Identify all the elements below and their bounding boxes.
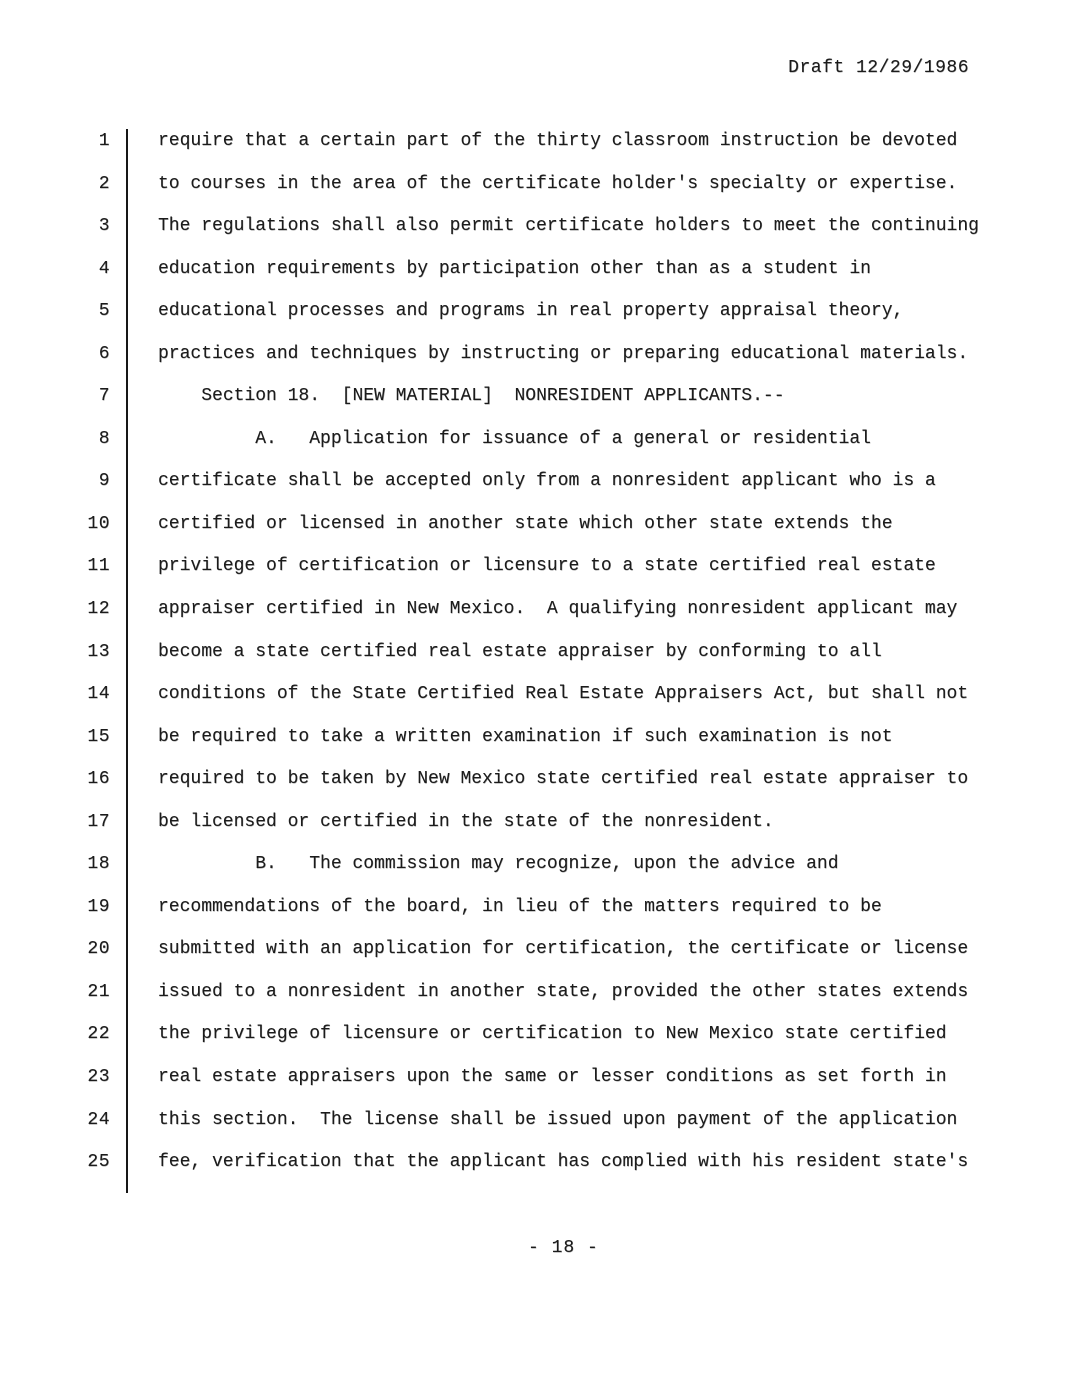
line-text: appraiser certified in New Mexico. A qualifying nonresident applicant may	[126, 597, 1075, 640]
document-line	[0, 384, 1075, 427]
line-text: practices and techniques by instructing or preparing educational materials.	[126, 342, 1075, 385]
line-number: 21	[87, 981, 110, 1002]
document-lines	[0, 129, 1075, 1193]
line-number: 6	[98, 343, 110, 364]
line-text: A. Application for issuance of a general or residential	[126, 427, 1075, 470]
document-line	[0, 554, 1075, 597]
document-line	[0, 214, 1075, 257]
line-number: 23	[87, 1067, 110, 1088]
page-number: - 18 -	[528, 1238, 599, 1258]
draft-date-label: Draft 12/29/1986	[788, 58, 969, 78]
line-text: certified or licensed in another state which other state extends the	[126, 512, 1075, 555]
document-line	[0, 682, 1075, 725]
line-number: 8	[98, 428, 110, 449]
document-line	[0, 1065, 1075, 1108]
line-text: conditions of the State Certified Real Estate Appraisers Act, but shall not	[126, 682, 1075, 725]
document-line	[0, 512, 1075, 555]
document-line	[0, 852, 1075, 895]
line-text: certificate shall be accepted only from a nonresident applicant who is a	[126, 469, 1075, 512]
line-number: 25	[87, 1152, 110, 1173]
document-line	[0, 1150, 1075, 1193]
document-line	[0, 725, 1075, 768]
line-number: 15	[87, 726, 110, 747]
line-text: education requirements by participation other than as a student in	[126, 257, 1075, 300]
document-line	[0, 342, 1075, 385]
line-text: the privilege of licensure or certification to New Mexico state certified	[126, 1022, 1075, 1065]
document-line	[0, 767, 1075, 810]
line-text: Section 18. [NEW MATERIAL] NONRESIDENT APPLICANTS.--	[126, 384, 1075, 427]
line-number: 13	[87, 641, 110, 662]
line-number: 2	[98, 173, 110, 194]
line-number: 20	[87, 939, 110, 960]
line-number: 14	[87, 684, 110, 705]
line-number: 9	[98, 471, 110, 492]
line-text: The regulations shall also permit certificate holders to meet the continuing	[126, 214, 1075, 257]
line-number: 5	[98, 301, 110, 322]
line-text: to courses in the area of the certificate holder's specialty or expertise.	[126, 172, 1075, 215]
line-number: 18	[87, 854, 110, 875]
line-text: real estate appraisers upon the same or lesser conditions as set forth in	[126, 1065, 1075, 1108]
line-text: fee, verification that the applicant has complied with his resident state's	[126, 1150, 1075, 1193]
line-text: issued to a nonresident in another state, provided the other states extends	[126, 980, 1075, 1023]
line-text: this section. The license shall be issued upon payment of the application	[126, 1108, 1075, 1151]
line-number: 24	[87, 1109, 110, 1130]
line-number: 4	[98, 258, 110, 279]
document-line	[0, 1108, 1075, 1151]
line-number: 11	[87, 556, 110, 577]
line-text: educational processes and programs in real property appraisal theory,	[126, 299, 1075, 342]
line-text: submitted with an application for certification, the certificate or license	[126, 937, 1075, 980]
document-line	[0, 895, 1075, 938]
line-number: 16	[87, 769, 110, 790]
document-line	[0, 299, 1075, 342]
line-text: require that a certain part of the thirty classroom instruction be devoted	[126, 129, 1075, 172]
document-line	[0, 810, 1075, 853]
document-line	[0, 1022, 1075, 1065]
line-text: privilege of certification or licensure to a state certified real estate	[126, 554, 1075, 597]
line-text: recommendations of the board, in lieu of the matters required to be	[126, 895, 1075, 938]
document-line	[0, 257, 1075, 300]
line-text: B. The commission may recognize, upon the advice and	[126, 852, 1075, 895]
document-line	[0, 597, 1075, 640]
line-number: 3	[98, 216, 110, 237]
document-line	[0, 640, 1075, 683]
document-line	[0, 469, 1075, 512]
line-number: 19	[87, 896, 110, 917]
line-text: be licensed or certified in the state of the nonresident.	[126, 810, 1075, 853]
line-number: 1	[98, 131, 110, 151]
line-number: 17	[87, 811, 110, 832]
line-number: 22	[87, 1024, 110, 1045]
document-line	[0, 129, 1075, 172]
document-line	[0, 937, 1075, 980]
line-text: become a state certified real estate appraiser by conforming to all	[126, 640, 1075, 683]
document-line	[0, 980, 1075, 1023]
document-line	[0, 172, 1075, 215]
line-text: required to be taken by New Mexico state certified real estate appraiser to	[126, 767, 1075, 810]
line-text: be required to take a written examination if such examination is not	[126, 725, 1075, 768]
line-number: 7	[98, 386, 110, 407]
document-line	[0, 427, 1075, 470]
line-number: 10	[87, 513, 110, 534]
line-number: 12	[87, 599, 110, 620]
